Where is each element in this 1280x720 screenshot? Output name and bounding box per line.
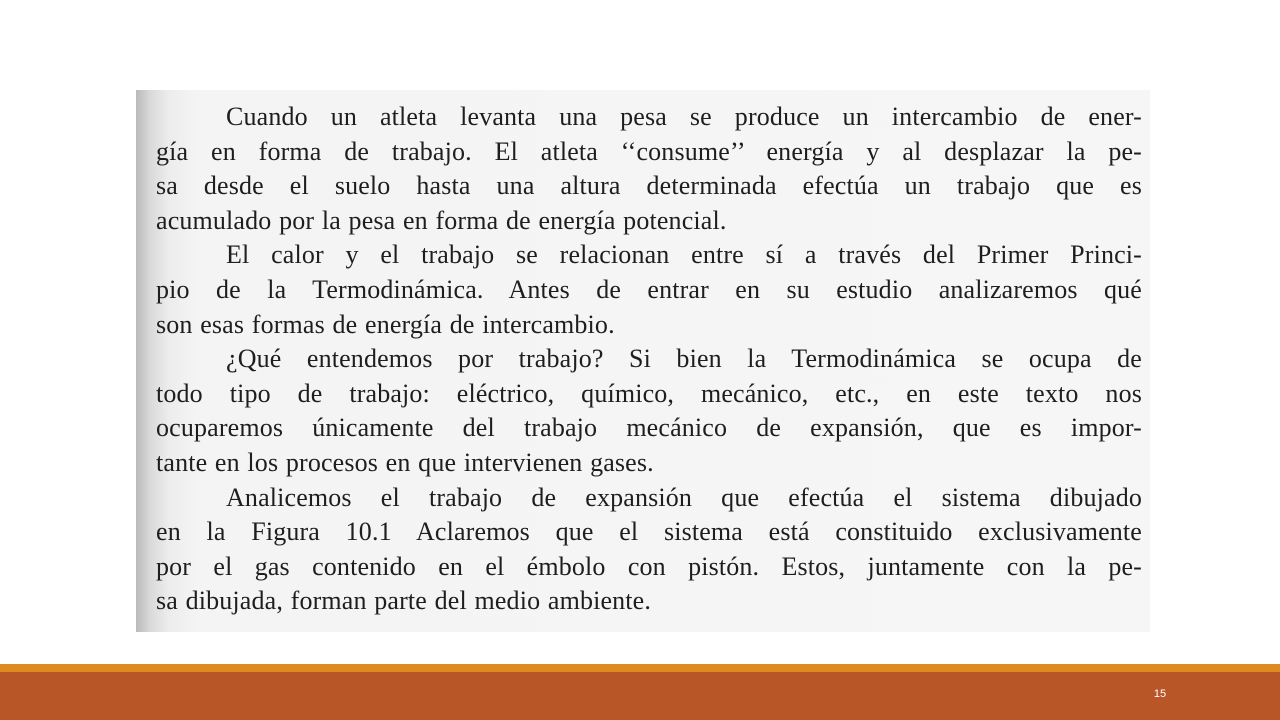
text-line: Cuando un atleta levanta una pesa se produce un intercambio de ener-	[226, 102, 1142, 131]
text-line: en la Figura 10.1 Aclaremos que el sistema está constituido exclusivamente	[156, 517, 1142, 547]
text-line: El calor y el trabajo se relacionan entre sí a través del Primer Princi-	[226, 240, 1142, 270]
text-line: sa desde el suelo hasta una altura determinada efectúa un trabajo que es	[156, 171, 1142, 201]
scanned-text-image	[136, 90, 1150, 632]
page-number: 15	[1153, 688, 1167, 700]
text-line: son esas formas de energía de intercambio.	[156, 309, 615, 339]
scanned-text-body	[156, 100, 1142, 619]
text-line: ¿Qué entendemos por trabajo? Si bien la Termodinámica se ocupa de	[226, 344, 1142, 374]
footer-bar	[0, 672, 1280, 720]
text-line: sa dibujada, forman parte del medio ambiente.	[156, 586, 652, 616]
text-line: todo tipo de trabajo: eléctrico, químico, mecánico, etc., en este texto nos	[156, 378, 1142, 408]
footer-accent-stripe	[0, 664, 1280, 672]
text-line: tante en los procesos en que intervienen gases.	[156, 447, 654, 477]
text-line: por el gas contenido en el émbolo con pistón. Estos, juntamente con la pe-	[156, 551, 1142, 581]
text-line: pio de la Termodinámica. Antes de entrar en su estudio analizaremos qué	[156, 274, 1142, 304]
text-line: ocuparemos únicamente del trabajo mecánico de expansión, que es impor-	[156, 413, 1142, 443]
text-line: acumulado por la pesa en forma de energía potencial.	[156, 205, 727, 235]
text-line: Analicemos el trabajo de expansión que efectúa el sistema dibujado	[226, 482, 1142, 512]
text-line: gía en forma de trabajo. El atleta ‘‘consume’’ energía y al desplazar la pe-	[156, 136, 1142, 166]
